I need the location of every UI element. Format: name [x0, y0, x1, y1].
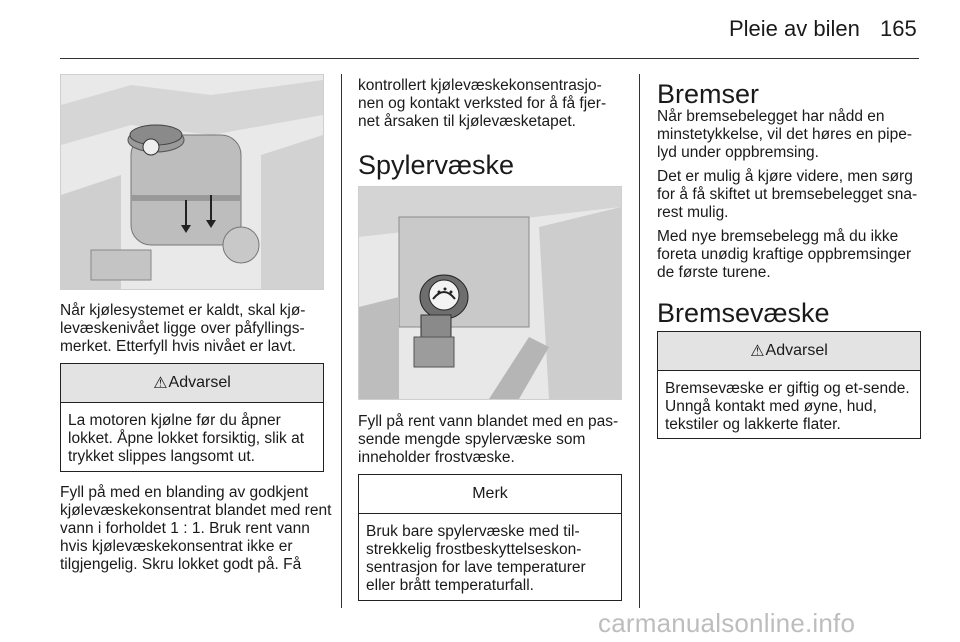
- coolant-continued-paragraph: kontrollert kjølevæskekonsentrasjo-nen og kontakt verksted for å få fjer-net årsaken til kjølevæsketapet.: [358, 77, 607, 130]
- brake-pad-paragraph: Når bremsebelegget har nådd en minstetykkelse, vil det høres en pipe-lyd under oppbremsing.: [657, 108, 912, 161]
- new-brake-paragraph: Med nye bremsebelegg må du ikke foreta unødig kraftige oppbremsinger de første turene.: [657, 228, 912, 281]
- note-box-title: Merk: [472, 485, 508, 502]
- heading-bremser: Bremser: [657, 79, 760, 109]
- watermark: carmanualsonline.info: [598, 608, 856, 638]
- warning-box-header: [658, 332, 920, 371]
- page-number: 165: [880, 16, 917, 41]
- washer-fill-paragraph: Fyll på rent vann blandet med en pas-sende mengde spylervæske som inneholder frostvæske.: [358, 413, 619, 466]
- coolant-level-paragraph: Når kjølesystemet er kaldt, skal kjø-levæskenivået ligge over påfyllings-merket. Etterfyll hvis nivået er lavt.: [60, 302, 306, 355]
- warning-box-brake-fluid: [657, 331, 921, 439]
- warning-box-text: Bremsevæske er giftig og et-sende. Unngå kontakt med øyne, hud, tekstiler og lakkerte flater.: [665, 380, 910, 433]
- warning-box-title: Advarsel: [168, 374, 231, 391]
- heading-spylervaeske: Spylervæske: [358, 150, 515, 180]
- warning-triangle-icon: ⚠: [750, 343, 765, 360]
- header-rule: [60, 58, 919, 59]
- warning-box-coolant: [60, 363, 324, 472]
- page-header-title: Pleie av bilen: [729, 16, 860, 41]
- coolant-mix-paragraph: Fyll på med en blanding av godkjent kjølevæskekonsentrat blandet med rent vann i forholdet 1 : 1. Bruk rent vann hvis kjølevæskekonsentrat ikke er tilgjengelig. Skru lokket godt på. Få: [60, 484, 332, 573]
- heading-bremsevaeske: Bremsevæske: [657, 298, 830, 328]
- warning-box-header: [61, 364, 323, 403]
- column-divider-left: [341, 74, 342, 608]
- coolant-reservoir-image: [60, 74, 324, 290]
- washer-fluid-image: [358, 186, 622, 400]
- warning-box-title: Advarsel: [765, 342, 828, 359]
- note-box-washer: [358, 474, 622, 601]
- warning-box-text: La motoren kjølne før du åpner lokket. Åpne lokket forsiktig, slik at trykket slippes langsomt ut.: [68, 412, 305, 465]
- column-divider-right: [639, 74, 640, 608]
- brake-continue-paragraph: Det er mulig å kjøre videre, men sørg for å få skiftet ut bremsebelegget sna-rest mulig.: [657, 168, 918, 221]
- warning-triangle-icon: ⚠: [153, 375, 168, 392]
- note-box-header: [359, 475, 621, 514]
- note-box-text: Bruk bare spylervæske med til-strekkelig frostbeskyttelseskon-sentrasjon for lave temperaturer eller brått temperaturfall.: [366, 523, 586, 594]
